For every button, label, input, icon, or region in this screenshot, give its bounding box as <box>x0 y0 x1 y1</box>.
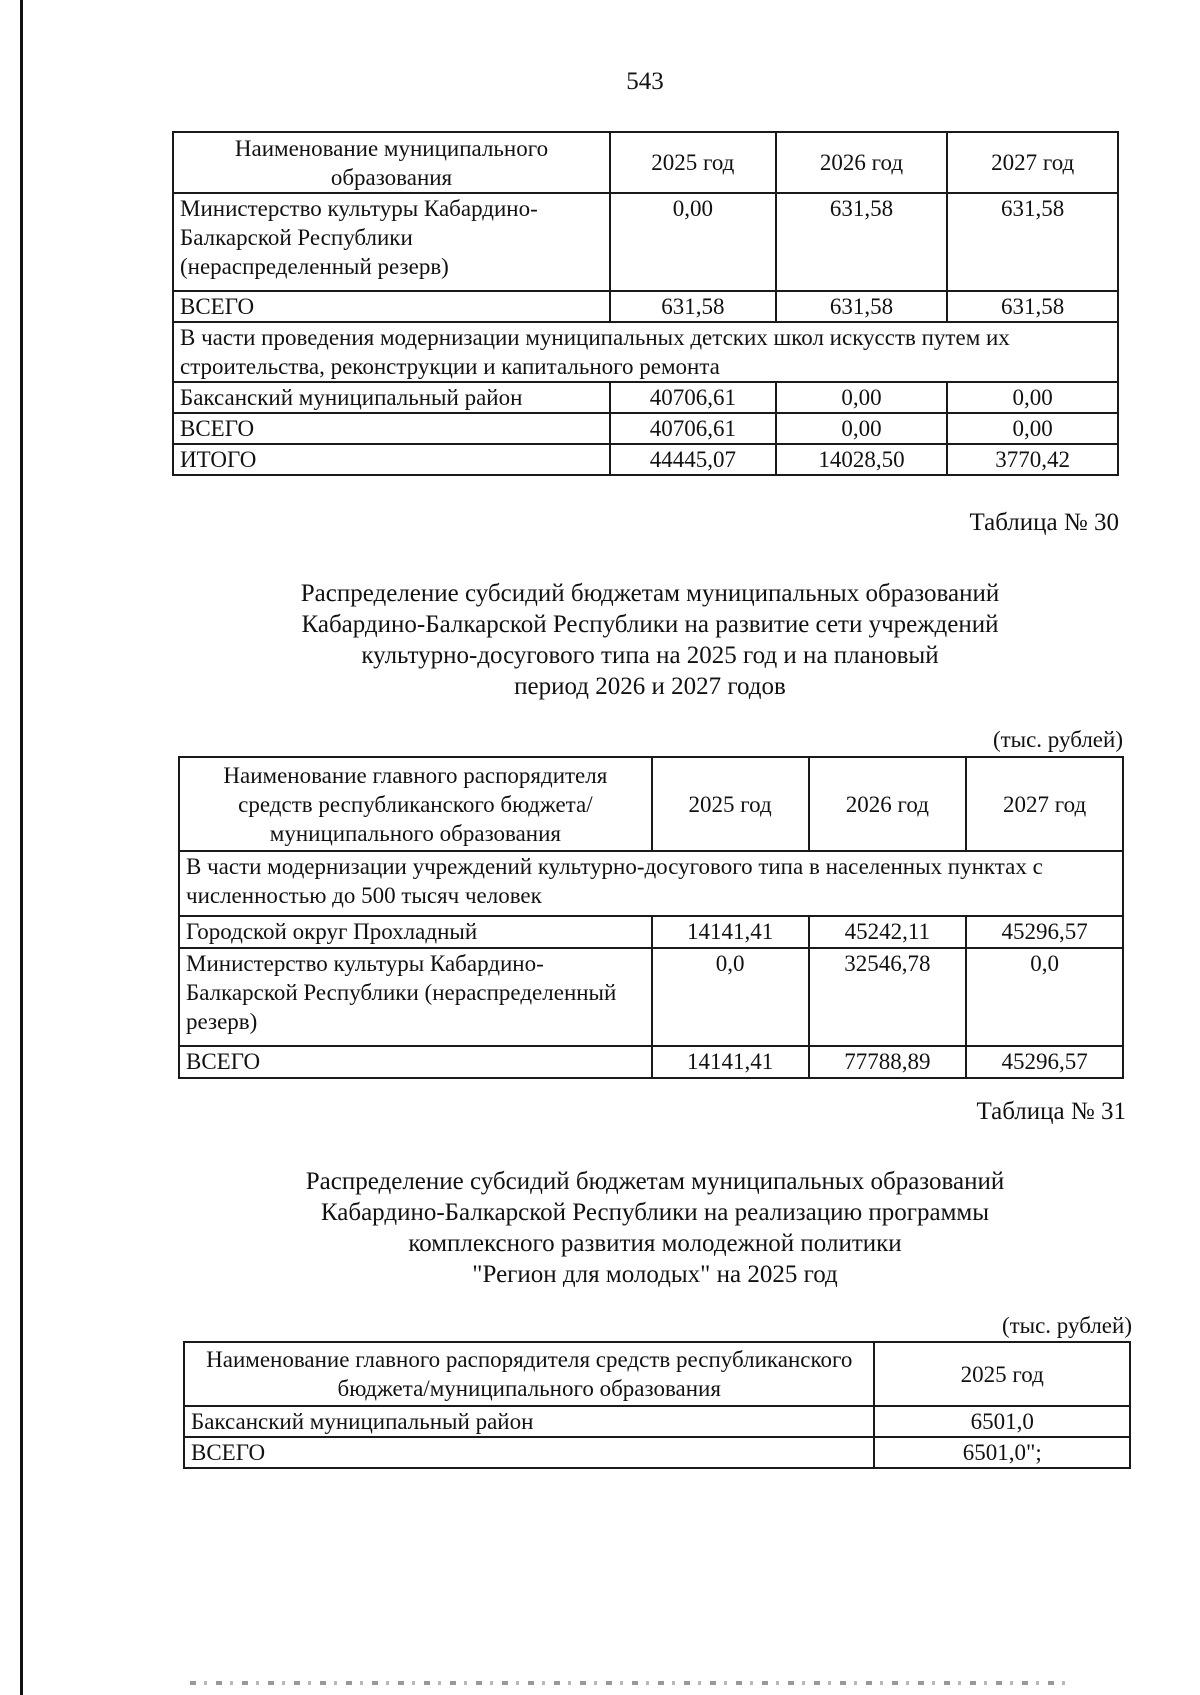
value-2027: 0,0 <box>966 948 1123 1046</box>
column-header-2026: 2026 год <box>776 132 948 193</box>
table-row <box>173 413 1118 444</box>
title-line: Кабардино-Балкарской Республики на реализацию программы <box>320 1199 990 1226</box>
value-2026: 631,58 <box>776 291 948 322</box>
value-2025: 6501,0"; <box>874 1437 1130 1468</box>
column-header-name: Наименование главного распорядителя средств республиканского бюджета/ муниципального образования <box>179 757 652 851</box>
column-header-2025: 2025 год <box>874 1342 1130 1406</box>
row-name: Министерство культуры Кабардино-Балкарской Республики (нераспределенный резерв) <box>173 193 610 291</box>
page-number: 543 <box>626 68 664 95</box>
table-header-row <box>179 757 1123 851</box>
value-2025: 44445,07 <box>610 444 776 475</box>
value-2026: 631,58 <box>776 193 948 291</box>
column-header-2027: 2027 год <box>966 757 1123 851</box>
table-31-caption: Таблица № 31 <box>976 1098 1126 1125</box>
table-row <box>179 1046 1123 1078</box>
table-row <box>173 291 1118 322</box>
row-name: ВСЕГО <box>179 1046 652 1078</box>
value-2025: 40706,61 <box>610 413 776 444</box>
title-line: Кабардино-Балкарской Республики на развитие сети учреждений <box>301 611 999 638</box>
scan-artifact <box>190 1681 1070 1685</box>
column-header-2026: 2026 год <box>809 757 967 851</box>
table-row <box>173 444 1118 475</box>
value-2025: 6501,0 <box>874 1406 1130 1437</box>
value-2025: 14141,41 <box>652 1046 809 1078</box>
table-30 <box>178 756 1124 1079</box>
column-header-name: Наименование главного распорядителя средств республиканского бюджета/муниципального образования <box>184 1342 874 1406</box>
section-row <box>179 851 1123 916</box>
column-header-2027: 2027 год <box>947 132 1118 193</box>
table-30-title <box>170 578 1130 702</box>
table-31 <box>183 1341 1131 1469</box>
table-29 <box>172 131 1119 476</box>
row-name: Баксанский муниципальный район <box>184 1406 874 1437</box>
value-2026: 45242,11 <box>809 916 967 948</box>
value-2027: 45296,57 <box>966 1046 1123 1078</box>
column-header-2025: 2025 год <box>652 757 809 851</box>
row-name: Баксанский муниципальный район <box>173 382 610 413</box>
row-name: Министерство культуры Кабардино-Балкарской Республики (нераспределенный резерв) <box>179 948 652 1046</box>
table-row <box>179 948 1123 1046</box>
table-row <box>173 382 1118 413</box>
value-2027: 45296,57 <box>966 916 1123 948</box>
row-name: ВСЕГО <box>173 291 610 322</box>
table-31-title <box>175 1166 1135 1290</box>
value-2026: 0,00 <box>776 413 948 444</box>
row-name: ВСЕГО <box>184 1437 874 1468</box>
column-header-2025: 2025 год <box>610 132 776 193</box>
section-heading: В части модернизации учреждений культурно-досугового типа в населенных пунктах с численностью до 500 тысяч человек <box>179 851 1123 916</box>
table-30-caption: Таблица № 30 <box>969 509 1119 536</box>
value-2026: 0,00 <box>776 382 948 413</box>
title-line: "Регион для молодых" на 2025 год <box>472 1261 838 1288</box>
table-31-units: (тыс. рублей) <box>1001 1313 1132 1338</box>
value-2026: 32546,78 <box>809 948 967 1046</box>
section-heading: В части проведения модернизации муниципальных детских школ искусств путем их строительства, реконструкции и капитального ремонта <box>173 322 1118 382</box>
row-name: ИТОГО <box>173 444 610 475</box>
value-2025: 0,0 <box>652 948 809 1046</box>
title-line: Распределение субсидий бюджетам муниципальных образований <box>300 580 1000 607</box>
value-2027: 631,58 <box>947 193 1118 291</box>
title-line: комплексного развития молодежной политики <box>408 1230 902 1257</box>
table-header-row <box>184 1342 1130 1406</box>
table-row <box>179 916 1123 948</box>
value-2027: 3770,42 <box>947 444 1118 475</box>
value-2025: 631,58 <box>610 291 776 322</box>
scan-edge <box>20 0 23 1695</box>
table-row <box>184 1437 1130 1468</box>
value-2025: 14141,41 <box>652 916 809 948</box>
value-2025: 40706,61 <box>610 382 776 413</box>
row-name: ВСЕГО <box>173 413 610 444</box>
title-line: Распределение субсидий бюджетам муниципальных образований <box>305 1168 1005 1195</box>
value-2027: 0,00 <box>947 382 1118 413</box>
title-line: культурно-досугового типа на 2025 год и на плановый <box>361 642 939 669</box>
table-30-units: (тыс. рублей) <box>992 727 1123 752</box>
table-header-row <box>173 132 1118 193</box>
table-row <box>184 1406 1130 1437</box>
section-row <box>173 322 1118 382</box>
value-2026: 77788,89 <box>809 1046 967 1078</box>
value-2027: 0,00 <box>947 413 1118 444</box>
column-header-name: Наименование муниципального образования <box>173 132 610 193</box>
title-line: период 2026 и 2027 годов <box>514 673 786 700</box>
value-2026: 14028,50 <box>776 444 948 475</box>
value-2025: 0,00 <box>610 193 776 291</box>
row-name: Городской округ Прохладный <box>179 916 652 948</box>
value-2027: 631,58 <box>947 291 1118 322</box>
table-row <box>173 193 1118 291</box>
